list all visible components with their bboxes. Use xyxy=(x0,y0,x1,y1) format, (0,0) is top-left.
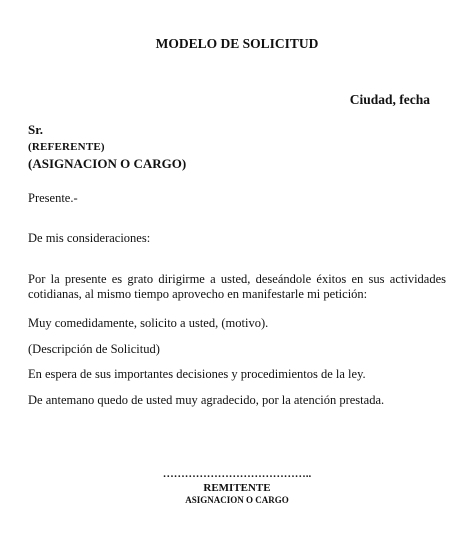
recipient-referente: (REFERENTE) xyxy=(28,141,105,153)
signature-line: ………………………………….. xyxy=(162,468,312,480)
paragraph-request: Muy comedidamente, solicito a usted, (motivo). xyxy=(28,316,269,330)
paragraph-intro: Por la presente es grato dirigirme a usted, deseándole éxitos en sus actividades cotidianas, al mismo tiempo aprovecho en manifestarle mi petición: xyxy=(28,272,446,301)
signature-role: ASIGNACION O CARGO xyxy=(185,495,289,505)
paragraph-description: (Descripción de Solicitud) xyxy=(28,342,160,356)
paragraph-waiting: En espera de sus importantes decisiones y procedimientos de la ley. xyxy=(28,367,366,381)
salutation: Sr. xyxy=(28,122,44,137)
consideraciones-line: De mis consideraciones: xyxy=(28,231,151,245)
document-title: MODELO DE SOLICITUD xyxy=(155,36,319,51)
city-date: Ciudad, fecha xyxy=(349,92,430,107)
presente-line: Presente.- xyxy=(28,191,78,205)
paragraph-thanks: De antemano quedo de usted muy agradecido, por la atención prestada. xyxy=(28,393,385,407)
signature-name: REMITENTE xyxy=(203,482,271,494)
recipient-asignacion: (ASIGNACION O CARGO) xyxy=(28,156,187,171)
